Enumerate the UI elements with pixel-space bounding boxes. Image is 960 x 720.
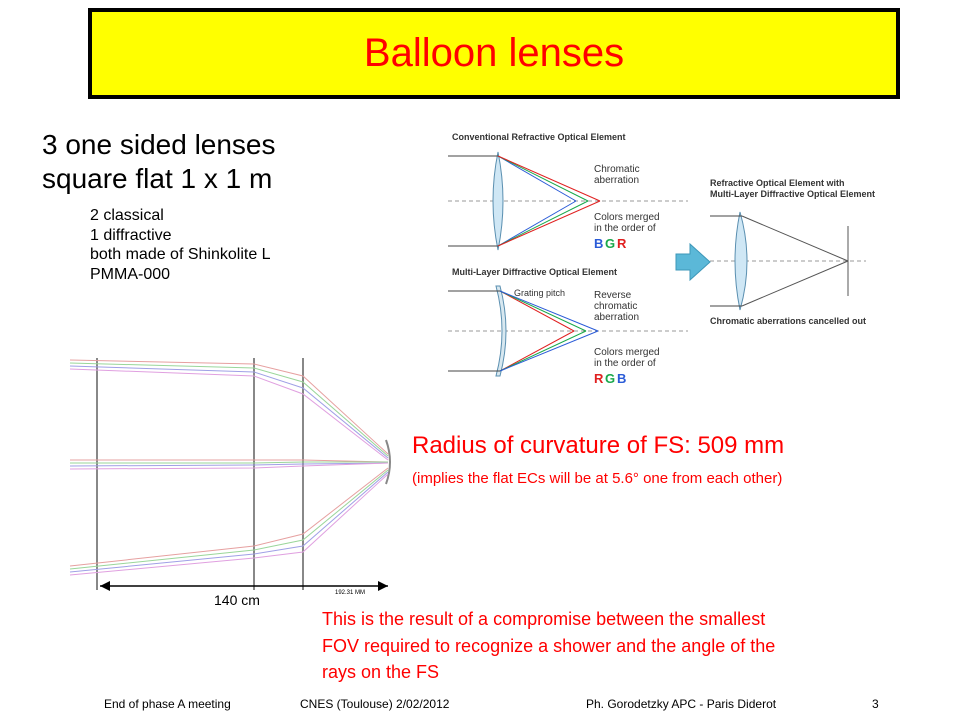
raytrace-diagram bbox=[60, 350, 406, 620]
length-label: 140 cm bbox=[214, 592, 260, 608]
radius-note: (implies the flat ECs will be at 5.6° one from each other) bbox=[412, 470, 783, 487]
intro-bullets bbox=[90, 206, 271, 284]
rgb-b: B bbox=[617, 371, 627, 386]
scale-label: 192.31 MM bbox=[335, 590, 366, 596]
cancelled-label: Chromatic aberrations cancelled out bbox=[710, 316, 867, 326]
grating-label: Grating pitch bbox=[514, 288, 566, 298]
compromise-line: This is the result of a compromise between the smallest bbox=[322, 609, 766, 629]
diffractive-optics-diagram bbox=[448, 126, 908, 388]
compromise-line: rays on the FS bbox=[322, 662, 440, 682]
compromise-text bbox=[322, 606, 775, 686]
bgr-g: G bbox=[605, 236, 616, 251]
footer-page: 3 bbox=[872, 697, 879, 711]
chromatic-label-1: Chromatic bbox=[594, 164, 640, 175]
combined-title-2: Multi-Layer Diffractive Optical Element bbox=[710, 189, 876, 199]
chromatic-label-2: aberration bbox=[594, 175, 640, 186]
merged-label-2: in the order of bbox=[594, 223, 656, 234]
bullet-item: both made of Shinkolite L bbox=[90, 246, 271, 263]
bullet-item: PMMA-000 bbox=[90, 265, 171, 283]
merged2-label-2: in the order of bbox=[594, 358, 656, 369]
reverse-label-3: aberration bbox=[594, 312, 640, 323]
merged-label-1: Colors merged bbox=[594, 212, 660, 223]
radius-heading: Radius of curvature of FS: 509 mm bbox=[412, 432, 785, 459]
combined-title-1: Refractive Optical Element with bbox=[710, 178, 845, 188]
reverse-label-2: chromatic bbox=[594, 301, 638, 312]
compromise-line: FOV required to recognize a shower and the angle of the bbox=[322, 635, 776, 656]
rgb-g: G bbox=[605, 371, 616, 386]
intro-line-2: square flat 1 x 1 m bbox=[42, 163, 273, 194]
footer-cnes: CNES (Toulouse) 2/02/2012 bbox=[300, 697, 450, 711]
bgr-r: R bbox=[617, 236, 627, 251]
multilayer-title: Multi-Layer Diffractive Optical Element bbox=[452, 267, 618, 277]
rgb-r: R bbox=[594, 371, 604, 386]
title-box bbox=[88, 8, 900, 99]
slide-title: Balloon lenses bbox=[363, 31, 625, 75]
ray-bundle-middle bbox=[70, 460, 388, 469]
footer-meeting: End of phase A meeting bbox=[104, 697, 231, 711]
bgr-b: B bbox=[594, 236, 604, 251]
footer-author: Ph. Gorodetzky APC - Paris Diderot bbox=[586, 697, 777, 711]
reverse-label-1: Reverse bbox=[594, 290, 632, 301]
bullet-item: 1 diffractive bbox=[90, 226, 172, 244]
bullet-item: 2 classical bbox=[90, 207, 164, 224]
intro-line-1: 3 one sided lenses bbox=[42, 129, 276, 160]
conventional-title: Conventional Refractive Optical Element bbox=[452, 132, 626, 142]
ray-bundle-bottom bbox=[70, 468, 388, 575]
ray-bundle-top bbox=[70, 360, 388, 460]
merged2-label-1: Colors merged bbox=[594, 347, 660, 358]
